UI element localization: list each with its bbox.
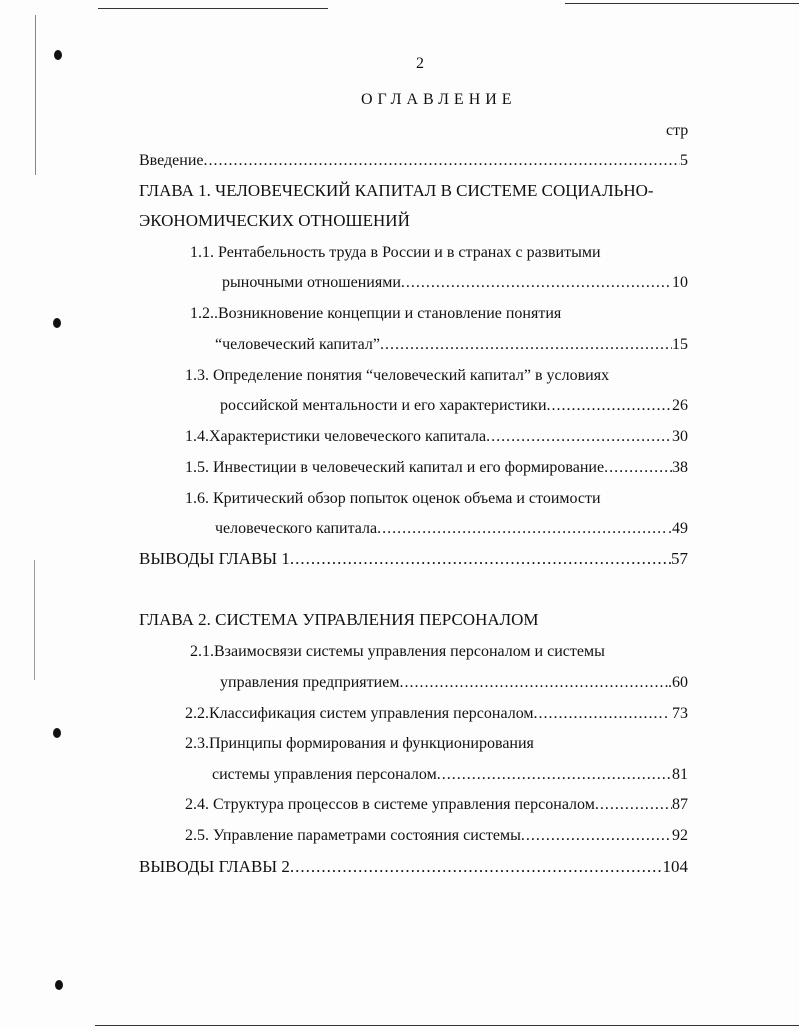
toc-entry[interactable] bbox=[220, 673, 688, 693]
toc-entry-label[interactable]: 2.3.Принципы формирования и функционирования bbox=[185, 735, 534, 752]
punch-hole-mark bbox=[55, 980, 63, 990]
toc-entry-page: 15 bbox=[672, 336, 688, 353]
toc-entry[interactable] bbox=[185, 826, 688, 846]
toc-leader bbox=[437, 765, 672, 785]
toc-entry[interactable] bbox=[222, 273, 688, 293]
toc-leader bbox=[380, 335, 672, 355]
scan-edge-bottom bbox=[95, 1025, 799, 1026]
toc-entry-label: 2.2.Классификация систем управления персоналом bbox=[185, 705, 534, 722]
toc-entry-label: управления предприятием bbox=[220, 674, 400, 691]
scan-edge-top-right bbox=[565, 3, 799, 4]
toc-entry-label: рыночными отношениями bbox=[222, 274, 401, 291]
toc-entry-page: 57 bbox=[671, 549, 688, 568]
toc-entry-label[interactable]: 2.1.Взаимосвязи системы управления персоналом и системы bbox=[190, 643, 605, 660]
toc-entry[interactable] bbox=[215, 335, 688, 355]
toc-entry-label: 1.5. Инвестиции в человеческий капитал и его формирование bbox=[185, 459, 605, 476]
punch-hole-mark bbox=[53, 318, 61, 328]
toc-entry-label[interactable]: 1.3. Определение понятия “человеческий капитал” в условиях bbox=[185, 367, 610, 384]
toc-entry-label: 2.5. Управление параметрами состояния системы bbox=[185, 827, 521, 844]
toc-entry-page: . 73 bbox=[664, 705, 688, 722]
toc-leader bbox=[486, 427, 672, 447]
toc-leader bbox=[377, 519, 668, 539]
toc-entry[interactable] bbox=[185, 458, 688, 478]
toc-entry-page: .60 bbox=[668, 674, 688, 691]
toc-entry-page: 104 bbox=[662, 857, 688, 876]
toc-leader bbox=[521, 826, 672, 846]
toc-entry-label: ВЫВОДЫ ГЛАВЫ 1 bbox=[139, 549, 290, 568]
toc-entry-label: российской ментальности и его характеристики bbox=[220, 397, 547, 414]
toc-entry-page: 10 bbox=[672, 274, 688, 291]
page-column-header: стр bbox=[666, 122, 689, 139]
toc-entry-label: Введение bbox=[139, 152, 204, 169]
toc-entry-page: 87 bbox=[672, 796, 688, 813]
toc-entry[interactable] bbox=[185, 427, 688, 447]
toc-leader bbox=[547, 396, 673, 416]
scan-edge-top bbox=[98, 8, 328, 9]
toc-leader bbox=[595, 795, 672, 815]
toc-leader bbox=[204, 151, 681, 171]
toc-entry-conclusion[interactable] bbox=[139, 549, 688, 569]
toc-entry-page: 5 bbox=[680, 152, 688, 169]
toc-entry-page: 38 bbox=[672, 459, 688, 476]
toc-entry[interactable] bbox=[212, 765, 688, 785]
page-number: 2 bbox=[416, 55, 424, 72]
scan-edge-left bbox=[35, 15, 36, 175]
toc-entry-label: системы управления персоналом bbox=[212, 766, 437, 783]
toc-leader bbox=[290, 857, 663, 877]
toc-entry-conclusion[interactable] bbox=[139, 857, 688, 877]
toc-entry-page: 30 bbox=[672, 428, 688, 445]
toc-entry-label: 1.4.Характеристики человеческого капитала bbox=[185, 428, 487, 445]
toc-entry[interactable] bbox=[185, 795, 688, 815]
toc-entry-label: человеческого капитала bbox=[215, 520, 378, 537]
chapter-heading-cont: ЭКОНОМИЧЕСКИХ ОТНОШЕНИЙ bbox=[139, 211, 410, 230]
toc-leader bbox=[290, 549, 671, 569]
toc-entry[interactable] bbox=[220, 396, 688, 416]
toc-entry-label: ВЫВОДЫ ГЛАВЫ 2 bbox=[139, 857, 290, 876]
punch-hole-mark bbox=[53, 728, 61, 738]
page-title: ОГЛАВЛЕНИЕ bbox=[361, 91, 517, 108]
toc-leader bbox=[534, 704, 664, 724]
chapter-heading[interactable]: ГЛАВА 2. СИСТЕМА УПРАВЛЕНИЯ ПЕРСОНАЛОМ bbox=[139, 610, 539, 629]
toc-entry-label: 2.4. Структура процессов в системе управления персоналом bbox=[185, 796, 595, 813]
toc-entry-page: 81 bbox=[672, 766, 688, 783]
toc-leader bbox=[401, 273, 672, 293]
toc-entry[interactable] bbox=[215, 519, 688, 539]
scan-edge-left-lower bbox=[34, 560, 35, 680]
toc-entry-label[interactable]: 1.2..Возникновение концепции и становление понятия bbox=[190, 305, 562, 322]
toc-entry-label[interactable]: 1.6. Критический обзор попыток оценок объема и стоимости bbox=[185, 490, 601, 507]
punch-hole-mark bbox=[54, 50, 62, 60]
toc-entry[interactable] bbox=[185, 704, 688, 724]
toc-entry-page: 92 bbox=[672, 827, 688, 844]
toc-entry-label[interactable]: 1.1. Рентабельность труда в России и в странах с развитыми bbox=[190, 244, 601, 261]
toc-entry-label: “человеческий капитал” bbox=[215, 336, 381, 353]
toc-entry-page: 26 bbox=[672, 397, 688, 414]
toc-leader bbox=[604, 458, 672, 478]
toc-entry-intro[interactable] bbox=[139, 151, 688, 171]
toc-leader bbox=[399, 673, 668, 693]
chapter-heading[interactable]: ГЛАВА 1. ЧЕЛОВЕЧЕСКИЙ КАПИТАЛ В СИСТЕМЕ СОЦИАЛЬНО- bbox=[139, 181, 654, 200]
toc-entry-page: .49 bbox=[668, 520, 688, 537]
